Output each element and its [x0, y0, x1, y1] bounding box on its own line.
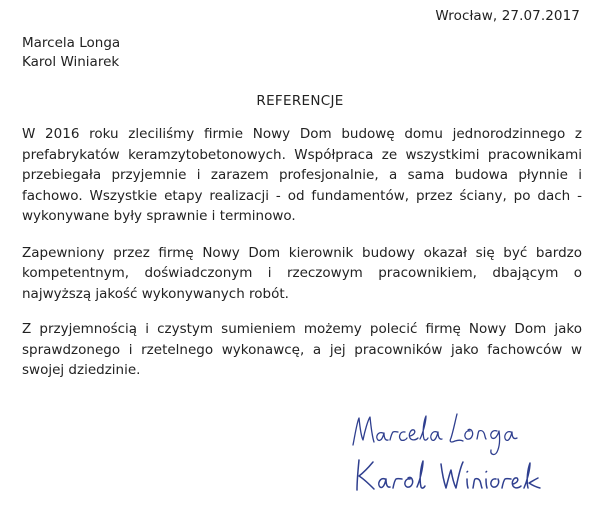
sender-name-2: Karol Winiarek — [22, 54, 120, 70]
signature-marcela-longa — [353, 414, 517, 454]
letter-title: REFERENCJE — [256, 93, 344, 109]
signature-karol-winiarek — [357, 460, 540, 490]
sender-block — [22, 34, 120, 72]
signature-block — [345, 400, 565, 510]
letter-body — [22, 124, 582, 396]
place-and-date: Wrocław, 27.07.2017 — [435, 8, 580, 24]
paragraph-3: Z przyjemnością i czystym sumieniem możemy polecić firmę Nowy Dom jako sprawdzonego i rzetelnego wykonawcę, a jej pracowników jako fachowców w swojej dziedzinie. — [22, 321, 582, 378]
sender-name-1: Marcela Longa — [22, 35, 121, 51]
handwritten-signatures — [345, 400, 565, 510]
paragraph-2: Zapewniony przez firmę Nowy Dom kierownik budowy okazał się być bardzo kompetentnym, doświadczonym i rzeczowym pracownikiem, dbającym o najwyższą jakość wykonywanych robót. — [22, 244, 582, 302]
paragraph-1: W 2016 roku zleciliśmy firmie Nowy Dom budowę domu jednorodzinnego z prefabrykatów keramzytobetonowych. Współpraca ze wszystkimi pracownikami przebiegała przyjemnie i zarazem profesjonalnie, a sama budowa płynnie i fachowo. Wszystkie etapy realizacji - od fundamentów, przez ściany, po dach - wykonywane były sprawnie i terminowo. — [22, 126, 582, 224]
